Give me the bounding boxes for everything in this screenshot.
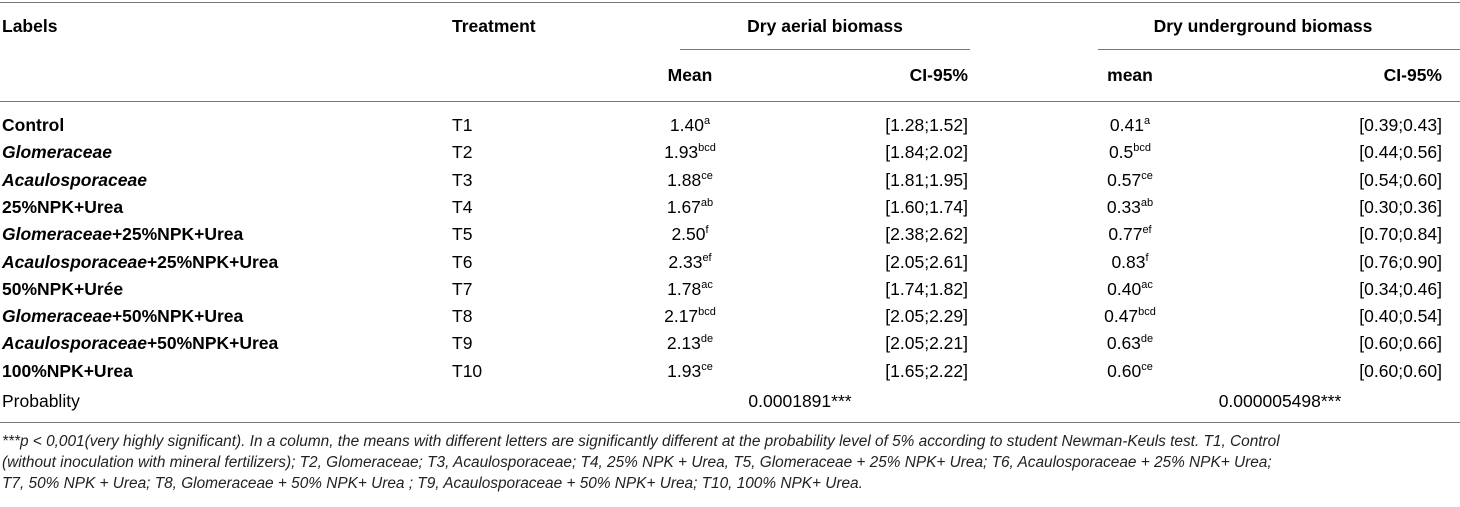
row-treatment: T3	[452, 170, 473, 190]
row-underground-ci: [0.54;0.60]	[1359, 170, 1442, 190]
row-underground-ci: [0.30;0.36]	[1359, 197, 1442, 217]
aerial-mean-group-letters: a	[703, 115, 711, 127]
row-label	[2, 169, 147, 191]
row-underground-mean	[1080, 169, 1180, 191]
aerial-mean-group-letters: f	[705, 224, 709, 236]
row-underground-mean	[1080, 141, 1180, 163]
row-label-text: Control	[2, 115, 65, 135]
row-aerial-mean	[640, 223, 740, 245]
row-underground-ci: [0.70;0.84]	[1359, 224, 1442, 244]
row-aerial-mean	[640, 360, 740, 382]
aerial-mean-value: 2.33	[668, 252, 703, 272]
header-labels: Labels	[2, 16, 58, 36]
underground-mean-value: 0.83	[1111, 252, 1146, 272]
row-aerial-mean	[640, 278, 740, 300]
footnote-line: ***p < 0,001(very highly significant). In a column, the means with different letters are significantly different at the probability level of 5% according to student Newman-Keuls test. T1, Control	[2, 433, 1280, 450]
row-treatment: T7	[452, 279, 473, 299]
row-label-family: Glomeraceae	[2, 306, 112, 326]
row-underground-mean	[1080, 360, 1180, 382]
underground-mean-value: 0.63	[1106, 333, 1141, 353]
row-label-text: +50%NPK+Urea	[111, 306, 244, 326]
probability-label: Probablity	[2, 391, 80, 411]
aerial-mean-group-letters: bcd	[698, 142, 716, 154]
underground-mean-value: 0.60	[1107, 361, 1142, 381]
row-aerial-ci: [1.74;1.82]	[885, 279, 968, 299]
aerial-mean-value: 2.17	[664, 306, 699, 326]
row-label-family: Glomeraceae	[2, 142, 112, 162]
row-label	[2, 360, 133, 382]
table-top-rule	[0, 2, 1460, 3]
footnote-line: (without inoculation with mineral fertilizers); T2, Glomeraceae; T3, Acaulosporaceae; T4, 25% NPK + Urea, T5, Glomeraceae + 25% NPK+ Urea; T6, Acaulosporaceae + 25% NPK+ Urea;	[2, 454, 1272, 471]
header-treatment: Treatment	[452, 16, 536, 36]
row-underground-ci: [0.60;0.66]	[1359, 333, 1442, 353]
row-aerial-mean	[640, 114, 740, 136]
row-treatment: T5	[452, 224, 473, 244]
row-treatment: T1	[452, 115, 473, 135]
aerial-mean-group-letters: bcd	[698, 306, 716, 318]
underground-group-rule	[1098, 49, 1460, 50]
underground-mean-group-letters: f	[1145, 252, 1149, 264]
row-label-family: Glomeraceae	[2, 224, 112, 244]
row-label-text: +25%NPK+Urea	[111, 224, 244, 244]
underground-mean-group-letters: bcd	[1133, 142, 1152, 154]
header-underground-ci: CI-95%	[1383, 65, 1442, 85]
row-treatment: T9	[452, 333, 473, 353]
row-label-family: Acaulosporaceae	[2, 333, 147, 353]
row-treatment: T2	[452, 142, 473, 162]
row-aerial-mean	[640, 196, 740, 218]
row-label	[2, 251, 278, 273]
row-aerial-mean	[640, 169, 740, 191]
row-underground-ci: [0.44;0.56]	[1359, 142, 1442, 162]
aerial-mean-group-letters: ac	[701, 279, 713, 291]
underground-mean-value: 0.40	[1107, 279, 1142, 299]
aerial-mean-group-letters: ce	[701, 170, 713, 182]
row-underground-mean	[1080, 332, 1180, 354]
underground-mean-group-letters: ce	[1141, 361, 1153, 373]
row-underground-mean	[1080, 196, 1180, 218]
row-underground-mean	[1080, 223, 1180, 245]
row-underground-mean	[1080, 305, 1180, 327]
row-underground-ci: [0.39;0.43]	[1359, 115, 1442, 135]
row-label	[2, 141, 112, 163]
row-underground-ci: [0.76;0.90]	[1359, 252, 1442, 272]
underground-mean-group-letters: de	[1140, 333, 1154, 345]
row-label-family: Acaulosporaceae	[2, 170, 147, 190]
row-aerial-ci: [1.60;1.74]	[885, 197, 968, 217]
row-underground-ci: [0.60;0.60]	[1359, 361, 1442, 381]
header-underground-mean: mean	[1107, 65, 1153, 85]
header-bottom-rule	[0, 101, 1460, 102]
aerial-mean-value: 1.93	[667, 361, 702, 381]
row-label	[2, 114, 64, 136]
underground-mean-value: 0.47	[1104, 306, 1139, 326]
aerial-mean-value: 2.50	[671, 224, 706, 244]
row-underground-ci: [0.40;0.54]	[1359, 306, 1442, 326]
probability-aerial: 0.0001891***	[748, 391, 852, 411]
row-aerial-ci: [2.05;2.21]	[885, 333, 968, 353]
aerial-mean-value: 1.88	[667, 170, 702, 190]
row-label-text: 100%NPK+Urea	[2, 361, 133, 381]
row-treatment: T8	[452, 306, 473, 326]
table-footnote	[2, 431, 1458, 494]
row-underground-mean	[1080, 278, 1180, 300]
header-aerial-group: Dry aerial biomass	[747, 16, 903, 36]
row-treatment: T6	[452, 252, 473, 272]
row-label-family: Acaulosporaceae	[2, 252, 147, 272]
underground-mean-group-letters: ac	[1141, 279, 1153, 291]
header-aerial-ci: CI-95%	[909, 65, 968, 85]
row-aerial-ci: [2.05;2.61]	[885, 252, 968, 272]
aerial-mean-group-letters: de	[700, 333, 714, 345]
aerial-mean-value: 1.93	[664, 142, 699, 162]
row-aerial-mean	[640, 305, 740, 327]
row-treatment: T10	[452, 361, 483, 381]
row-label-text: 50%NPK+Urée	[2, 279, 124, 299]
aerial-mean-value: 2.13	[666, 333, 701, 353]
underground-mean-value: 0.33	[1106, 197, 1141, 217]
underground-mean-group-letters: ab	[1140, 197, 1154, 209]
row-aerial-ci: [1.65;2.22]	[885, 361, 968, 381]
aerial-mean-value: 1.40	[669, 115, 704, 135]
underground-mean-value: 0.57	[1107, 170, 1142, 190]
row-aerial-ci: [2.05;2.29]	[885, 306, 968, 326]
row-label	[2, 223, 243, 245]
header-underground-group: Dry underground biomass	[1153, 16, 1373, 36]
row-label	[2, 332, 278, 354]
underground-mean-value: 0.5	[1108, 142, 1134, 162]
aerial-mean-group-letters: ab	[700, 197, 714, 209]
aerial-mean-group-letters: ef	[702, 252, 712, 264]
underground-mean-value: 0.77	[1108, 224, 1143, 244]
header-aerial-mean: Mean	[667, 65, 713, 85]
aerial-group-rule	[680, 49, 970, 50]
row-aerial-mean	[640, 332, 740, 354]
underground-mean-group-letters: ef	[1142, 224, 1152, 236]
row-aerial-ci: [1.84;2.02]	[885, 142, 968, 162]
row-aerial-ci: [2.38;2.62]	[885, 224, 968, 244]
row-aerial-mean	[640, 141, 740, 163]
row-label-text: +25%NPK+Urea	[146, 252, 279, 272]
row-label-text: 25%NPK+Urea	[2, 197, 124, 217]
row-label-text: +50%NPK+Urea	[146, 333, 279, 353]
underground-mean-group-letters: ce	[1141, 170, 1153, 182]
underground-mean-group-letters: a	[1143, 115, 1151, 127]
underground-mean-value: 0.41	[1109, 115, 1144, 135]
row-underground-ci: [0.34;0.46]	[1359, 279, 1442, 299]
footnote-line: T7, 50% NPK + Urea; T8, Glomeraceae + 50% NPK+ Urea ; T9, Acaulosporaceae + 50% NPK+ Urea; T10, 100% NPK+ Urea.	[2, 475, 863, 492]
row-treatment: T4	[452, 197, 473, 217]
row-label	[2, 196, 123, 218]
row-aerial-mean	[640, 251, 740, 273]
row-underground-mean	[1080, 251, 1180, 273]
row-label	[2, 278, 123, 300]
aerial-mean-group-letters: ce	[701, 361, 713, 373]
row-label	[2, 305, 243, 327]
row-underground-mean	[1080, 114, 1180, 136]
table-bottom-rule	[0, 422, 1460, 423]
row-aerial-ci: [1.28;1.52]	[885, 115, 968, 135]
underground-mean-group-letters: bcd	[1138, 306, 1156, 318]
row-aerial-ci: [1.81;1.95]	[885, 170, 968, 190]
aerial-mean-value: 1.67	[666, 197, 701, 217]
aerial-mean-value: 1.78	[667, 279, 702, 299]
probability-underground: 0.000005498***	[1218, 391, 1342, 411]
